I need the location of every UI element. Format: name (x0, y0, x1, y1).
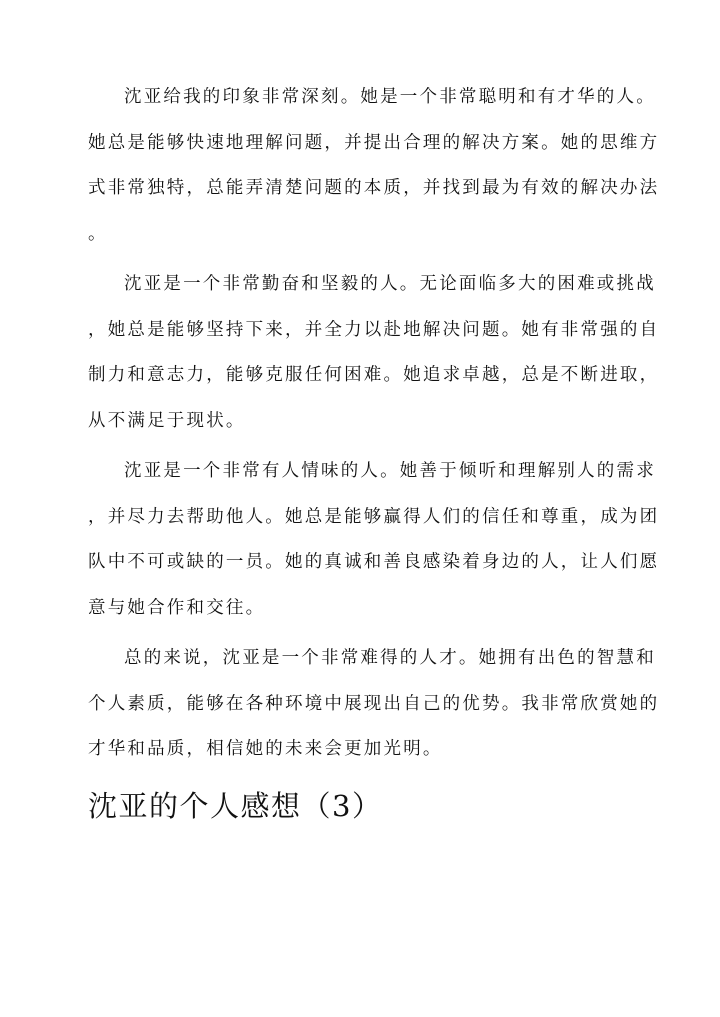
paragraph-line: ，她总是能够坚持下来，并全力以赴地解决问题。她有非常强的自 (88, 319, 660, 340)
section-heading: 沈亚的个人感想（3） (88, 789, 383, 823)
paragraph-line: 沈亚给我的印象非常深刻。她是一个非常聪明和有才华的人。 (124, 87, 656, 107)
paragraph-line: 式非常独特，总能弄清楚问题的本质，并找到最为有效的解决办法 (88, 178, 660, 198)
paragraph-2 (88, 262, 660, 444)
paragraph-line: 总的来说，沈亚是一个非常难得的人才。她拥有出色的智慧和 (124, 648, 656, 668)
paragraph-line: 才华和品质，相信她的未来会更加光明。 (88, 739, 443, 759)
paragraph-line: 从不满足于现状。 (88, 410, 246, 431)
paragraph-line: 沈亚是一个非常勤奋和坚毅的人。无论面临多大的困难或挑战 (124, 274, 656, 294)
paragraph-line: ，并尽力去帮助他人。她总是能够赢得人们的信任和尊重，成为团 (88, 506, 660, 527)
paragraph-4 (88, 636, 660, 773)
paragraph-line: 意与她合作和交往。 (88, 597, 266, 618)
paragraph-line: 制力和意志力，能够克服任何困难。她追求卓越，总是不断进取， (88, 365, 660, 385)
paragraph-line: 队中不可或缺的一员。她的真诚和善良感染着身边的人，让人们愿 (88, 552, 660, 572)
paragraph-1 (88, 75, 660, 257)
paragraph-line: 。 (88, 223, 108, 244)
paragraph-line: 她总是能够快速地理解问题，并提出合理的解决方案。她的思维方 (88, 132, 660, 153)
paragraph-line: 沈亚是一个非常有人情味的人。她善于倾听和理解别人的需求 (124, 461, 656, 481)
paragraph-line: 个人素质，能够在各种环境中展现出自己的优势。我非常欣赏她的 (88, 693, 660, 714)
paragraph-3 (88, 449, 660, 631)
